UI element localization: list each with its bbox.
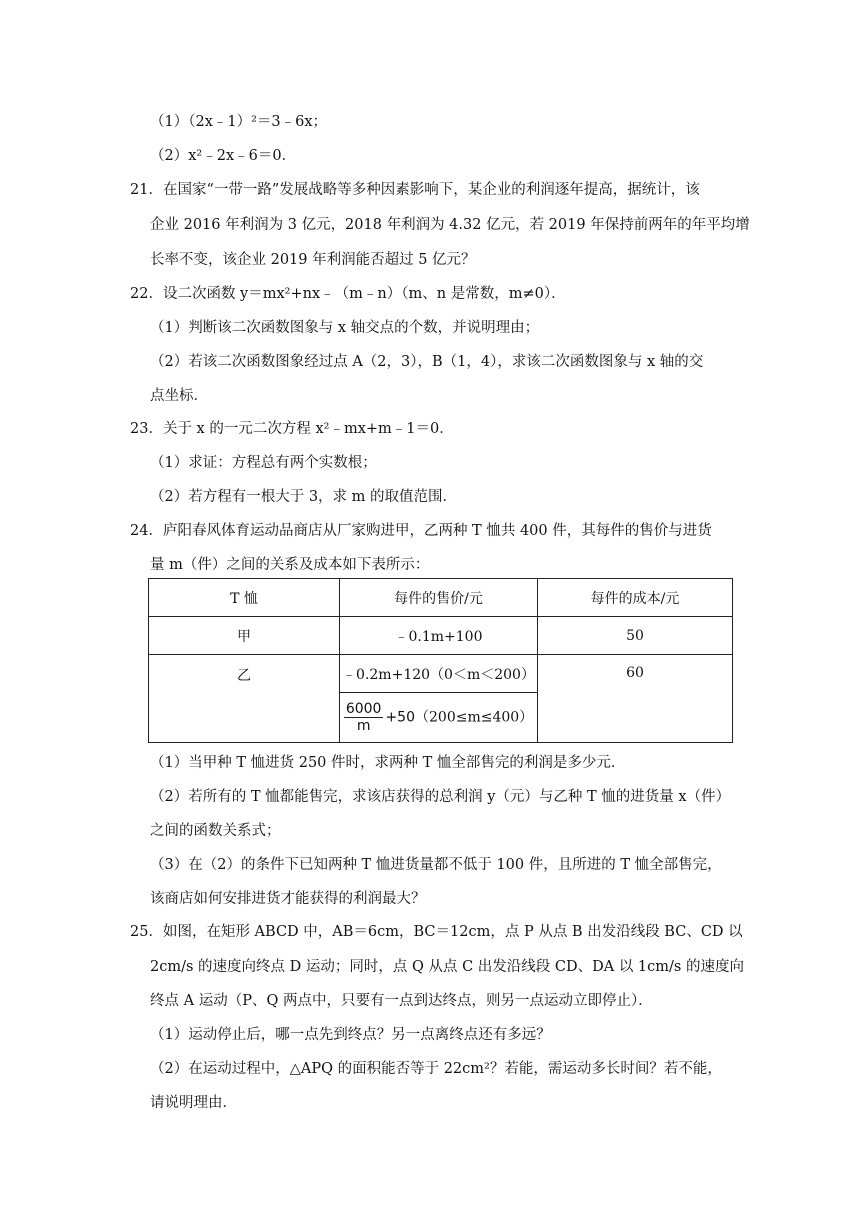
fraction-condition: （200≤m≤400） xyxy=(415,709,534,726)
header-cost: 每件的成本/元 xyxy=(538,579,733,617)
q24-line1: 24．庐阳春风体育运动品商店从厂家购进甲，乙两种 T 恤共 400 件，其每件的售价与进货 xyxy=(130,523,712,539)
q21-line1: 21．在国家“一带一路”发展战略等多种因素影响下，某企业的利润逐年提高，据统计，该 xyxy=(130,182,700,198)
row-jia-cost: 50 xyxy=(538,617,733,655)
row-yi-price1: ﹣0.2m+120（0＜m＜200） xyxy=(340,655,538,693)
row-yi-cost: 60 xyxy=(538,655,733,743)
q20-part2: （2）x²﹣2x﹣6＝0． xyxy=(150,148,297,164)
fraction-numerator: 6000 xyxy=(345,701,382,717)
row-jia-price: ﹣0.1m+100 xyxy=(340,617,538,655)
q24-line2: 量 m（件）之间的关系及成本如下表所示： xyxy=(150,557,430,573)
fraction-plus: +50 xyxy=(385,709,415,726)
q22-part1: （1）判断该二次函数图象与 x 轴交点的个数，并说明理由； xyxy=(150,320,540,336)
q24-part2-cont: 之间的函数关系式； xyxy=(150,823,281,839)
q21-line3: 长率不变，该企业 2019 年利润能否超过 5 亿元？ xyxy=(150,252,476,268)
q22-part2-cont: 点坐标． xyxy=(150,388,208,404)
q22-part2: （2）若该二次函数图象经过点 A（2，3），B（1，4），求该二次函数图象与 x 轴的交 xyxy=(150,354,704,370)
q24-part3: （3）在（2）的条件下已知两种 T 恤进货量都不低于 100 件，且所进的 T 恤全部售完， xyxy=(150,857,722,873)
q20-part1: （1）（2x﹣1）²＝3﹣6x； xyxy=(150,114,328,130)
q22-line1: 22．设二次函数 y＝mx²+nx﹣（m﹣n）（m、n 是常数，m≠0）． xyxy=(130,286,566,302)
row-jia-name: 甲 xyxy=(149,617,340,655)
q25-line1: 25．如图，在矩形 ABCD 中，AB＝6cm，BC＝12cm，点 P 从点 B 出发沿线段 BC、CD 以 xyxy=(130,924,743,940)
q25-line2: 2cm/s 的速度向终点 D 运动；同时，点 Q 从点 C 出发沿线段 CD、DA 以 1cm/s 的速度向 xyxy=(150,959,744,975)
row-yi-price2 xyxy=(340,693,538,743)
q25-part1: （1）运动停止后，哪一点先到终点？另一点离终点还有多远？ xyxy=(150,1027,551,1043)
q25-line3: 终点 A 运动（P、Q 两点中，只要有一点到达终点，则另一点运动立即停止）． xyxy=(150,993,653,1009)
q23-part1: （1）求证：方程总有两个实数根； xyxy=(150,455,377,471)
header-price: 每件的售价/元 xyxy=(340,579,538,617)
price-cost-table xyxy=(148,578,733,743)
q23-part2: （2）若方程有一根大于 3，求 m 的取值范围． xyxy=(150,489,458,505)
q25-part2-cont: 请说明理由． xyxy=(150,1095,237,1111)
fraction-denominator: m xyxy=(356,718,371,734)
q21-line2: 企业 2016 年利润为 3 亿元，2018 年利润为 4.32 亿元，若 2019 年保持前两年的年平均增 xyxy=(150,217,750,233)
q23-line1: 23．关于 x 的一元二次方程 x²﹣mx+m﹣1＝0． xyxy=(130,421,454,437)
q24-part1: （1）当甲种 T 恤进货 250 件时，求两种 T 恤全部售完的利润是多少元． xyxy=(150,755,626,771)
header-tshirt: T 恤 xyxy=(149,579,340,617)
q24-part3-cont: 该商店如何安排进货才能获得的利润最大？ xyxy=(150,891,426,907)
q24-part2: （2）若所有的 T 恤都能售完，求该店获得的总利润 y（元）与乙种 T 恤的进货量 x（件） xyxy=(150,789,731,805)
fraction xyxy=(344,701,384,734)
q25-part2: （2）在运动过程中，△APQ 的面积能否等于 22cm²？若能，需运动多长时间？若不能， xyxy=(150,1061,722,1077)
row-yi-name: 乙 xyxy=(149,655,340,743)
